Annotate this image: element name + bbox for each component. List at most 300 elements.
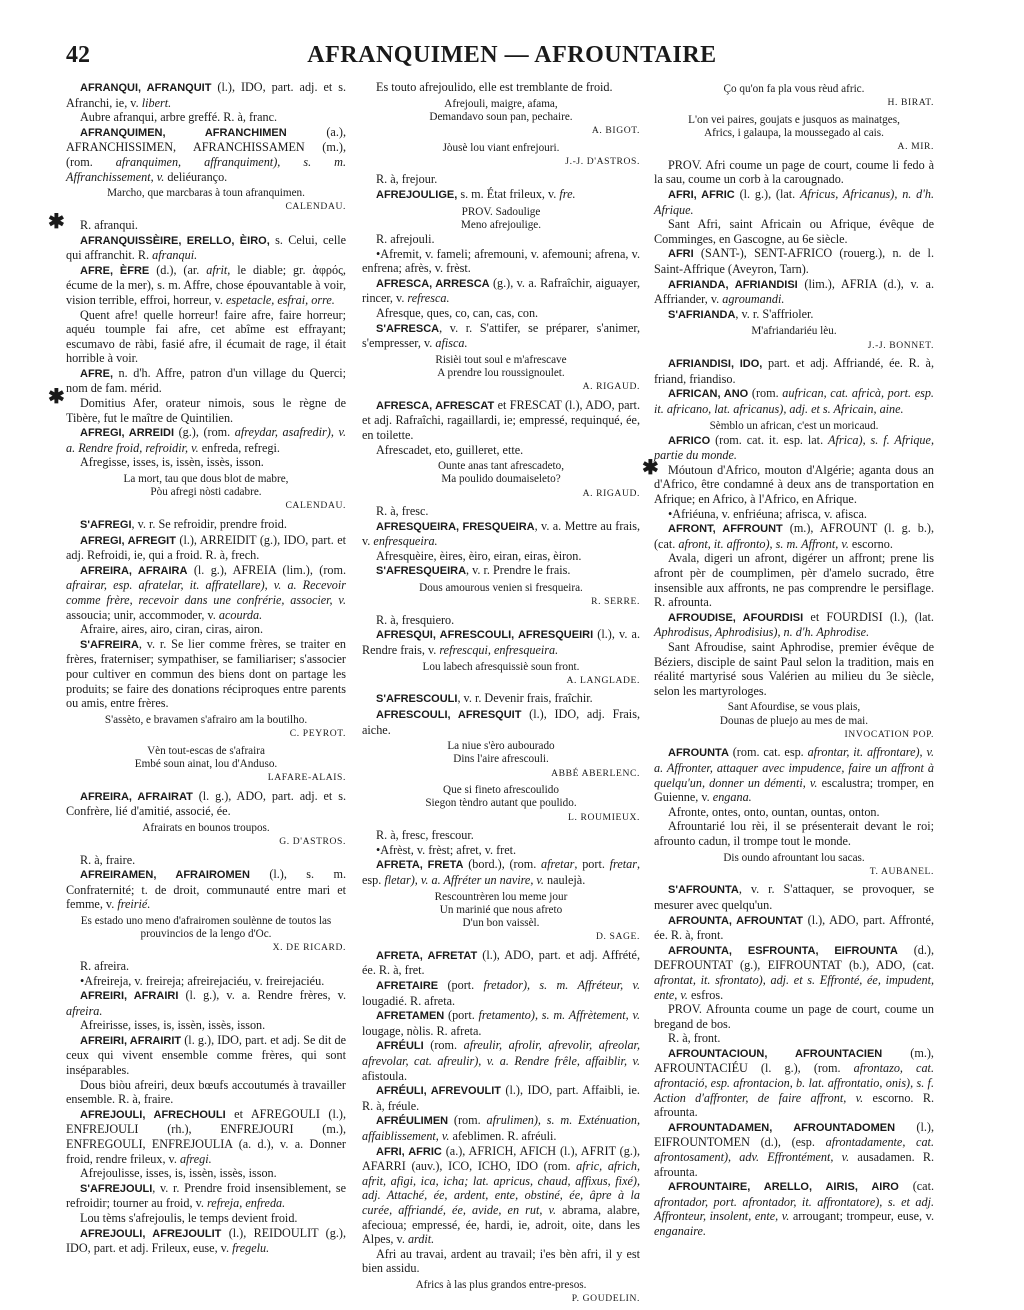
entry-italic-text: afreulir, afrolir, afrevolir, afreolar, afrevolar, cat. afreulir), v. a. Rendre frêle, affaiblir, v. [362,1038,640,1068]
headword: AFREIRAMEN, AFRAIROMEN [80,869,250,882]
entry-italic-text: Africus, Africanus), n. d'h. Afrique. [654,186,935,217]
entry-text: AFRÉULI, AFREVOULIT (l.), IDO, part. Affaibli, ie. R. à, fréule. [362,1083,640,1113]
entry-text: AFREIRAMEN, AFRAIROMEN (l.), s. m. Confraternité; t. de droit, communauté entre mari et femme, v. [66,867,346,912]
dictionary-entry [66,1033,346,1078]
entry-italic-text: afric, africh, afrit, afigi, ica, icha; lat. apricus, chaud, affixus, fixé), adj. Attaché, ée, ardent, ente, obstiné, ée, âpre à la curée, affriandé, ée, avide, en rut, v. [362,1159,640,1217]
entry-text: , le diable; gr. ἀφρός, écume de la mer), s. m. Affre, chose épouvantable à voir, vision terrible, effroi, horreur, v. [66,262,346,307]
headword: S'AFREGI [80,519,132,532]
headword: AFRI, AFRIC [376,1145,442,1158]
headword: AFRESCOULI, AFRESQUIT [376,709,522,722]
headword: AFRONT, AFFROUNT [668,523,783,536]
entry-italic-text: afretar [541,857,575,872]
entry-text: •Afremit, v. fameli; afremouni, v. afemouni; afrena, v. enfrena; afrès, v. frèst. [362,246,640,276]
citation-author: A. RIGAUD. [582,487,640,499]
entry-text: AFROUNTA, AFROUNTAT (l.), ADO, part. Affronté, ée. R. à, front. [654,912,935,943]
citation-quote: Jòusè lou viant enfrejouri. [442,141,560,154]
entry-text: escalustra; tromper, en Guienne, v. [654,775,935,805]
entry-text: , port. [574,857,610,872]
dictionary-entry [362,1038,640,1083]
dictionary-entry [654,521,934,551]
entry-text: AFROUNTADAMEN, AFROUNTADOMEN (l.), EIFROUNTOMEN (d.), (esp. [654,1119,934,1150]
entry-text: Afresque, ques, co, can, cas, con. [376,305,539,320]
dictionary-entry [362,1083,640,1113]
entry-text: afistoula. [362,1068,408,1083]
dictionary-entry [362,398,640,443]
entry-text: AFRANQUI, AFRANQUIT (l.), IDO, part. adj. et s. Afranchi, ie, v. [66,80,346,110]
entry-italic-text: refrescqui, enfresqueira. [439,643,559,658]
entry-text: Afrountarié lou rèi, il se présenterait devant le roi; afrounto cadun, il trompe tout le monde. [654,819,934,848]
dictionary-entry [362,549,640,564]
citation-author: D. SAGE. [596,931,640,943]
citation-quote: Afrairats en bounos troupos. [142,821,270,834]
entry-text: escorno. R. afrounta. [654,1090,934,1120]
citation-quote: PROV. Sadoulige Meno afrejoulige. [460,205,542,231]
citation-quote: L'on vei paires, goujats e jusquos as mainatges, Africs, i galaupa, la moussegado al cais. [688,113,900,139]
entry-text: AFROUNTAIRE, ARELLO, AIRIS, AIRO (cat. [668,1179,935,1194]
entry-text: AFROUNTA, ESFROUNTA, EIFROUNTA (d.), DEFROUNTAT (g.), EIFROUNTAT (b.), ADO, (cat. [654,942,934,973]
entry-text: S'AFREJOULI, v. r. Prendre froid insensiblement, se refroidir; tourner au froid, v. [66,1180,346,1211]
headword: AFRESQUI, AFRESCOULI, AFRESQUEIRI [376,629,594,642]
entry-italic-text: afranquimen, affranquiment), s. m. Affranchissement, v. [66,154,346,184]
entry-text: AFRE, n. d'h. Affre, patron d'un village du Querci; nom de fam. mérid. [66,365,346,396]
dictionary-entry [362,843,640,858]
entry-text: AFRETA, FRETA (bord.), (rom. [376,857,541,872]
dictionary-entry [654,943,934,1002]
dictionary-entry [654,805,934,820]
headword: AFREIRA, AFRAIRA [80,564,188,577]
entry-italic-text: afrontazo, cat. afrontació, esp. afrontacion, b. lat. affrontatio, onis), s. f. Action d'affronter, de faire affront, v. [654,1061,934,1105]
citation-author: J.-J. D'ASTROS. [565,155,640,167]
dictionary-entry [362,613,640,628]
headword: AFRANQUISSÈIRE, ERELLO, ÈIRO, [80,234,270,247]
entry-text: assoucia; unir, accommoder, v. [66,607,219,622]
entry-italic-text: afrairar, esp. afratelar, it. affratellare), v. a. Recevoir comme frère, recevoir dans une confrérie, associer, v. [66,578,346,608]
entry-text: AFRI, AFRIC (a.), AFRICH, AFICH (l.), AFRIT (g.), AFARRI (auv.), ICO, ICHO, IDO (rom. [362,1143,640,1174]
citation-author: INVOCATION POP. [844,728,934,740]
headword: AFROUNTADAMEN, AFROUNTADOMEN [668,1121,896,1134]
entry-text: Afronte, ontes, onto, ountan, ountas, onton. [668,804,880,819]
headword: AFREGI, AFREGIT [80,534,176,547]
dictionary-entry [654,217,934,246]
entry-text: •Afriéuna, v. enfriéuna; afrisca, v. afisca. [668,506,867,521]
entry-italic-text: ardit. [407,1232,435,1247]
entry-text: deliéuranço. [167,169,228,184]
entry-italic-text: Aphrodisus, Aphrodisius), n. d'h. Aphrodise. [654,625,870,640]
dictionary-entry [362,232,640,247]
citation-author: A. MIR. [897,141,934,153]
headword: AFROUNTA, AFROUNTAT [668,914,803,927]
entry-text: AFRESCA, ARRESCA (g.), v. a. Rafraîchir, aiguayer, rincer, v. [362,275,640,306]
headword: S'AFRESCOULI [376,693,458,706]
citation-quote: Vèn tout-escas de s'afraira Embé soun ainat, lou d'Anduso. [134,744,278,770]
entry-text: AFRICO (rom. cat. it. esp. lat. [668,432,829,447]
dictionary-entry [66,233,346,263]
citation-author: A. RIGAUD. [582,381,640,393]
entry-text: AFRESQUI, AFRESCOULI, AFRESQUEIRI (l.), v. a. Rendre frais, v. [362,627,641,658]
entry-text: R. afranqui. [80,217,138,232]
entry-text: AFREJOULI, AFRECHOULI et AFREGOULI (l.), ENFREJOULI (rh.), ENFREJOURI (m.), ENFREGOULI, ENFREJOULIA (a. d.), v. a. Donner froid, rendre frileux, v. [66,1106,347,1166]
dictionary-entry [66,637,346,711]
dictionary-entry [362,321,640,351]
dictionary-entry [362,563,640,579]
dictionary-entry [362,187,640,203]
dictionary-entry [66,853,346,868]
dictionary-entry [362,1113,640,1143]
entry-text: AFRETA, AFRETAT (l.), ADO, part. et adj. Affrété, ée. R. à, fret. [362,947,640,978]
entry-text: , esp. [362,857,640,888]
dictionary-entry [66,867,346,912]
citation-author: CALENDAU. [285,500,346,512]
entry-text: escorno. [851,536,893,551]
dictionary-entry [654,246,934,276]
dictionary-entry [362,707,640,737]
citation-author: R. SERRE. [591,596,640,608]
column-left [66,80,346,1256]
dictionary-entry [66,366,346,396]
dictionary-entry [654,277,934,307]
citation-quote: Sant Afourdise, se vous plais, Dounas de pluejo au mes de mai. [719,701,869,727]
headword: AFRIANDISI, IDO, [668,358,763,371]
entry-italic-text: afront, it. affronto), s. m. Affront, v. [678,536,852,551]
headword: S'AFREIRA [80,638,139,651]
entry-italic-text: afisca. [435,336,468,351]
headword: AFRI, AFRIC [668,188,735,201]
headword: S'AFRIANDA [668,308,736,321]
entry-text: AFRÉULI (rom. [376,1038,464,1053]
entry-text: AFRETAMEN (port. [376,1008,479,1023]
entry-text: AFRI, AFRIC (l. g.), (lat. [668,186,801,201]
entry-text: Afresquèire, èires, èiro, eiran, eiras, èiron. [376,548,582,563]
entry-text: R. afreira. [80,958,130,973]
dictionary-entry [362,172,640,187]
dictionary-entry [654,187,934,217]
entry-italic-text: afregi. [179,1151,212,1166]
headword: AFRETAMEN [376,1010,445,1023]
headword: AFRICAN, ANO [668,388,749,401]
dictionary-entry [66,1078,346,1107]
dictionary-entry [362,443,640,458]
entry-text: AFRIANDISI, IDO, part. et adj. Affriandé, ée. R. à, friand, friandiso. [654,356,934,386]
headword: AFREJOULI, AFREJOULIT [80,1227,222,1240]
entry-text: lougage, nòlis. R. afreta. [362,1023,482,1038]
dictionary-entry [654,307,934,323]
dictionary-entry [654,158,934,187]
dictionary-entry [654,1120,934,1179]
citation-quote: Ounte anas tant afrescadeto, Ma poulido doumaiseleto? [437,460,565,486]
dictionary-entry [66,263,346,308]
entry-italic-text: fretador), s. m. Affréteur, v. [483,978,640,992]
entry-text: AFRE, ÈFRE (d.), (ar. [80,262,207,277]
entry-text: Domitius Afer, orateur nimois, sous le règne de Tibère, fut le maître de Quintilien. [66,396,346,425]
citation-author: A. LANGLADE. [566,674,640,686]
dictionary-entry [66,425,346,455]
entry-text: AFRETAIRE (port. [376,978,484,992]
citation-quote: Que si fineto afrescoulido Siegon tèndro autant que poulido. [425,784,577,810]
headword: AFREJOULI, AFRECHOULI [80,1108,226,1121]
entry-text: AFROUNTACIOUN, AFROUNTACIEN (m.), AFROUNTACIÉU (l. g.), (rom. [654,1045,934,1076]
citation-quote: Dis oundo afrountant lou sacas. [723,851,865,864]
entry-italic-text: agroumandi. [722,292,785,307]
entry-text: R. à, front. [668,1031,721,1046]
dictionary-entry [362,1247,640,1276]
dictionary-entry [66,563,346,622]
entry-text: AFREGI, ARREIDI (g.), (rom. [80,425,235,440]
headword: AFRÉULI [376,1040,424,1053]
entry-text: Lou tèms s'afrejoulis, le temps devient froid. [80,1211,298,1226]
dictionary-entry [654,433,934,463]
headword: AFRICO [668,434,711,447]
citation-author: L. ROUMIEUX. [568,811,640,823]
page-number: 42 [66,42,90,68]
dictionary-entry [362,247,640,276]
dictionary-entry [362,504,640,519]
dictionary-entry [362,519,640,549]
entry-text: R. à, fresc, frescour. [376,828,474,843]
entry-italic-text: aufrican, cat. africà, port. esp. it. africano, lat. africanus), adj. et s. Africain, aine. [654,386,934,416]
entry-text: Afreirisse, isses, is, issèn, issès, isson. [80,1018,266,1033]
headword: AFRETAIRE [376,980,439,992]
entry-text: S'AFRESCA, v. r. S'attifer, se préparer, s'animer, s'empresser, v. [362,320,640,351]
headword: AFREGI, ARREIDI [80,427,175,440]
dictionary-entry [362,276,640,306]
entry-text: Aubre afranqui, arbre greffé. R. à, franc. [80,110,278,125]
entry-italic-text: afrontador, port. afrontador, it. affrontatore), s. et adj. Affronteur, insolent, ente, v. [654,1194,934,1224]
entry-text: •Afrèst, v. frèst; afret, v. fret. [376,842,517,857]
entry-text: R. à, fraire. [80,852,136,867]
dictionary-entry [66,789,346,819]
entry-text: Afri au travai, ardent au travail; i'es bèn afri, il y est bien assidu. [362,1246,640,1276]
dictionary-entry [66,1107,346,1166]
entry-text: S'AFREGI, v. r. Se refroidir, prendre froid. [80,517,287,532]
headword: AFREJOULIGE, [376,188,458,201]
headword: AFRÉULI, AFREVOULIT [376,1085,502,1098]
entry-text: arrougant; trompeur, euse, v. [792,1209,934,1224]
entry-italic-text: fretamento), s. m. Affrètement, v. [478,1008,640,1023]
dictionary-entry [654,640,934,698]
entry-italic-text: afreira. [66,1003,103,1018]
margin-asterisk: ✱ [48,386,65,408]
citation-quote: S'assèto, e bravamen s'afrairo am la boutilho. [104,713,308,726]
entry-text: Quent afre! quelle horreur! faire afre, faire horreur; aquéu toumple fai afre, cet abîme est effrayant; escumavo de ràbi, fasié afre, il écumait de rage, il était horrible à voir. [66,307,346,366]
entry-italic-text: afrontat, it. sfrontato), adj. et s. Effronté, ée, impudent, ente, v. [654,972,934,1002]
entry-text: AFREGI, AFREGIT (l.), ARREIDIT (g.), IDO, part. et adj. Refroidi, ie, qui a froid. R. à, frech. [66,532,346,563]
entry-italic-text: fretar [609,857,637,872]
citation-quote: Afrejouli, maigre, afama, Demandavo soun pan, pechaire. [429,97,573,123]
entry-text: AFROUNTA (rom. cat. esp. [668,745,808,760]
citation-author: C. PEYROT. [289,727,346,739]
citation-author: H. BIRAT. [887,97,934,109]
dictionary-entry [654,745,934,804]
entry-text: Afrejoulisse, isses, is, issèn, issès, isson. [80,1166,277,1181]
citation-quote: Dous amourous venien si fresqueira. [419,582,583,595]
headword: S'AFROUNTA [668,884,739,897]
entry-italic-text: fregelu. [232,1241,270,1256]
dictionary-entry [66,959,346,974]
headword: AFRESCA, ARRESCA [376,277,490,290]
entry-text: Sant Afroudise, saint Aphrodise, premier évêque de Béziers, disciple de saint Paul selon la tradition, mais en réalité martyrisé sous Valérien au milieu du 3e siècle, selon les martyrologes. [654,640,934,698]
headword: AFROUNTA [668,747,729,760]
column-middle [362,80,640,1310]
citation-quote: Es estado uno meno d'afrairomen soulènne de toutos las prouvincios de la lengo d'Oc. [80,914,332,941]
entry-text: AFRONT, AFFROUNT (m.), AFROUNT (l. g. b.), (cat. [654,521,934,551]
dictionary-entry [66,110,346,125]
dictionary-entry [66,1181,346,1211]
headword: AFRIANDA, AFRIANDISI [668,278,798,291]
dictionary-entry [66,1226,346,1256]
citation-quote: Sèmblo un african, c'est un moricaud. [709,419,879,432]
entry-text: R. à, fresquiero. [376,612,455,627]
citation-author: CALENDAU. [285,201,346,213]
entry-italic-text: freirié. [117,897,151,912]
dictionary-entry [66,80,346,110]
headword: S'AFREJOULI [80,1182,153,1195]
entry-text: AFROUDISE, AFOURDISI et FOURDISI (l.), (lat. [668,609,934,624]
entry-italic-text: acourda. [218,607,263,622]
headword: AFREIRI, AFRAIRI [80,990,179,1003]
dictionary-entry [654,356,934,386]
citation-author: G. D'ASTROS. [279,835,346,847]
dictionary-entry [66,1018,346,1033]
dictionary-entry [66,517,346,533]
entry-text: AFRIANDA, AFRIANDISI (lim.), AFRIA (d.), v. a. Affriander, v. [654,276,934,307]
dictionary-entry [362,627,640,657]
headword: AFRESQUEIRA, FRESQUEIRA [376,520,535,533]
dictionary-entry [362,1144,640,1247]
entry-italic-text: afranqui. [152,248,198,263]
entry-text: Sant Afri, saint Africain ou Afrique, évêque de Comminges, en Gascogne, au 6e siècle. [654,217,934,246]
headword: AFRÉULIMEN [376,1115,449,1128]
dictionary-entry [654,819,934,848]
dictionary-entry [362,978,640,1008]
dictionary-entry [66,974,346,989]
dictionary-entry [654,386,934,416]
entry-text: ausadamen. R. afrounta. [654,1150,934,1179]
citation-quote: La niue s'èro aubourado Dins l'aire afrescouli. [447,740,555,766]
dictionary-entry [654,882,934,912]
entry-text: PROV. Afri coume un page de court, coume li fedo à la sau, coume un corb à la carougnado. [654,157,934,187]
entry-text: AFREIRA, AFRAIRAT (l. g.), ADO, part. adj. et s. Confrère, lié d'amitié, associé, ée. [66,788,346,819]
headword: S'AFRESQUEIRA [376,565,467,578]
entry-text: R. à, fresc. [376,504,429,519]
entry-italic-text: refresca. [407,291,450,306]
citation-quote: Rescountrèren lou meme jour Un marinié que nous afreto D'un bon vaissèl. [434,890,568,930]
headword: AFROUNTAIRE, ARELLO, AIRIS, AIRO [668,1181,899,1194]
entry-text: enfreda, refregi. [201,440,280,455]
entry-text: abrama, alabre, afecioua; empressé, ée, hardi, ie, adroit, oite, dans les Alpes, v. [362,1202,640,1247]
entry-text: Afregisse, isses, is, issèn, issès, isson. [80,455,264,470]
dictionary-entry [362,857,640,887]
dictionary-entry [66,533,346,563]
headword: AFRETA, AFRETAT [376,949,478,962]
headword: AFRE, [80,367,113,380]
citation-quote: Ço qu'on fa pla vous rèud afric. [723,83,865,95]
headword: AFREIRI, AFRAIRIT [80,1034,182,1047]
entry-text: naulejà. [547,873,586,888]
margin-asterisk: ✱ [48,211,65,233]
headword: AFRETA, FRETA [376,859,464,872]
headword: AFRE, ÈFRE [80,264,150,277]
headword: AFROUNTA, ESFROUNTA, EIFROUNTA [668,944,898,957]
headword: AFRESCA, AFRESCAT [376,399,495,412]
dictionary-entry [362,80,640,95]
entry-text: AFRANQUIMEN, AFRANCHIMEN (a.), AFRANCHISSIMEN, AFRANCHISSAMEN (m.), (rom. [66,124,346,169]
entry-italic-text: afrontar, it. affrontare), v. a. Affronter, attaquer avec impudence, faire un affront à quelqu'un, donner un démenti, v. [654,745,934,790]
entry-italic-text: enganaire. [654,1224,707,1238]
entry-text: Es touto afrejoulido, elle est tremblante de froid. [376,80,613,94]
citation-quote: La mort, tau que dous blot de mabre, Pòu afregi nòsti cadabre. [123,473,289,499]
dictionary-entry [654,913,934,943]
dictionary-entry [362,828,640,843]
entry-text: •Afreireja, v. freireja; afreirejaciéu, v. freirejaciéu. [80,973,325,988]
entry-italic-text: afrontadamente, cat. afrontosament), adv. Effrontément, v. [654,1135,934,1165]
dictionary-entry [654,610,934,640]
entry-text: Móutoun d'Africo, mouton d'Algérie; aganta dous an d'Africo, être condamné à deux ans de transportation en Afrique; en Africo, à l'Africo, en Afrique. [654,462,934,507]
citation-quote: M'afriandariéu lèu. [751,325,837,338]
entry-text: AFRANQUISSÈIRE, ERELLO, ÈIRO, s. Celui, celle qui affranchit. R. [66,232,347,263]
dictionary-entry [654,507,934,522]
citation-author: A. BIGOT. [591,125,640,136]
dictionary-entry [66,1166,346,1181]
dictionary-entry [66,396,346,425]
citation-quote: Marcho, que marcbaras à toun afranquimen. [107,187,305,200]
entry-italic-text: Africa), s. f. Afrique, partie du monde. [654,432,934,463]
dictionary-entry [66,988,346,1018]
dictionary-entry [654,1046,934,1120]
headword: AFRI [668,248,694,261]
running-head: AFRANQUIMEN — AFROUNTAIRE [307,42,717,68]
dictionary-entry [654,1002,934,1031]
entry-text: AFRI (SANT-), SENT-AFRICO (rouerg.), n. de l. Saint-Affrique (Aveyron, Tarn). [654,246,934,276]
dictionary-entry [654,1031,934,1046]
headword: S'AFRESCA [376,322,440,335]
dictionary-entry [362,948,640,978]
entry-text: AFREJOULIGE, s. m. État frileux, v. [376,186,560,201]
dictionary-entry [654,1179,934,1238]
dictionary-entry [654,463,934,507]
headword: AFROUDISE, AFOURDISI [668,611,804,624]
dictionary-entry [654,551,934,609]
column-right [654,80,934,1239]
entry-italic-text: refreja, enfreda. [207,1196,286,1211]
entry-italic-text: afrulimen), s. m. Exténuation, affaiblissement, v. [362,1113,640,1143]
entry-text: S'AFRESCOULI, v. r. Devenir frais, fraîchir. [376,691,593,706]
entry-text: Afrescadet, eto, guilleret, ette. [376,442,524,457]
entry-text: R. à, frejour. [376,172,438,187]
entry-italic-text: enfresqueira. [373,534,438,549]
entry-text: AFRÉULIMEN (rom. [376,1113,487,1128]
citation-quote: Lou labech afresquissiè soun front. [422,660,580,673]
entry-text: AFRESCOULI, AFRESQUIT (l.), IDO, adj. Frais, aiche. [362,707,640,737]
entry-italic-text: libert. [141,95,172,110]
dictionary-entry [66,622,346,637]
entry-italic-text: afrit [206,262,228,277]
entry-italic-text: fre. [559,186,576,201]
dictionary-entry [66,125,346,184]
dictionary-entry [362,306,640,321]
dictionary-entry [66,218,346,233]
entry-text: lougadié. R. afreta. [362,993,456,1008]
entry-italic-text: espetacle, esfrai, orre. [225,292,335,307]
entry-text: AFREJOULI, AFREJOULIT (l.), REIDOULIT (g.), IDO, part. et adj. Frileux, euse, v. [66,1225,346,1256]
citation-author: ABBÉ ABERLENC. [551,767,640,779]
citation-quote: Risièi tout soul e m'afrescave A prendre lou roussignoulet. [435,353,567,379]
entry-text: Avala, digeri un afront, digérer un affront; prene lis afront pèr de coumplimen, pèr d'amelo sucrado, être insensible aux affronts, ne pas comprendre le persiflage. R. afrounta. [654,551,934,610]
citation-quote: Africs à las plus grandos entre-presos. [415,1278,587,1291]
entry-text: AFRESQUEIRA, FRESQUEIRA, v. a. Mettre au frais, v. [362,518,641,549]
entry-text: afeblimen. R. afréuli. [452,1128,557,1143]
entry-italic-text: fletar), v. a. Affréter un navire, v. [384,873,548,888]
entry-text: S'AFRESQUEIRA, v. r. Prendre le frais. [376,563,571,578]
